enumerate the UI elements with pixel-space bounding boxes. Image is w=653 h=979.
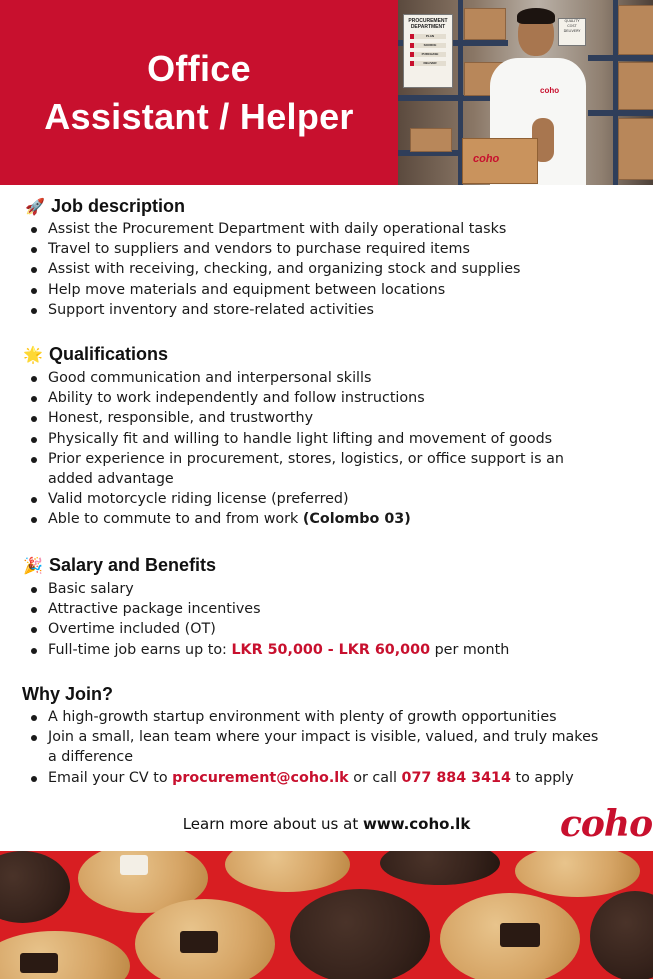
storage-boxes bbox=[410, 128, 452, 152]
shelf bbox=[588, 110, 653, 116]
coho-carton bbox=[462, 138, 538, 184]
sign-row: SOURCE bbox=[410, 43, 446, 48]
email-link[interactable]: procurement@coho.lk bbox=[172, 769, 349, 786]
email-prefix: Email your CV to bbox=[48, 769, 173, 786]
qualifications-list bbox=[23, 368, 603, 530]
list-item: Physically fit and willing to handle light lifting and movement of goods bbox=[23, 429, 603, 449]
why-join-list bbox=[23, 707, 603, 788]
website-link[interactable]: www.coho.lk bbox=[362, 815, 471, 833]
shirt-logo: coho bbox=[540, 86, 560, 95]
list-item bbox=[23, 640, 623, 660]
list-item: Help move materials and equipment between locations bbox=[23, 280, 623, 300]
job-description-list bbox=[23, 219, 623, 320]
sign-title: PROCUREMENT DEPARTMENT bbox=[408, 18, 448, 30]
job-title-line-2: Assistant / Helper bbox=[44, 95, 354, 137]
storage-boxes bbox=[618, 5, 653, 55]
sign-row: DELIVER bbox=[410, 61, 446, 66]
commute-text: Able to commute to and from work bbox=[48, 511, 303, 528]
sign-row: PURCHASE bbox=[410, 52, 446, 57]
salary-range: LKR 50,000 - LKR 60,000 bbox=[231, 641, 431, 658]
list-item: Assist with receiving, checking, and organizing stock and supplies bbox=[23, 259, 623, 279]
storage-boxes bbox=[618, 62, 653, 110]
phone-link[interactable]: 077 884 3414 bbox=[401, 769, 511, 786]
salary-list bbox=[23, 579, 623, 660]
title-panel bbox=[0, 0, 398, 185]
learn-more-text: Learn more about us at bbox=[182, 815, 363, 833]
list-item: Travel to suppliers and vendors to purchase required items bbox=[23, 239, 623, 259]
list-item: Good communication and interpersonal skills bbox=[23, 368, 603, 388]
list-item: Honest, responsible, and trustworthy bbox=[23, 408, 603, 428]
storage-boxes bbox=[464, 8, 506, 40]
list-item: Basic salary bbox=[23, 579, 623, 599]
job-title-line-1: Office bbox=[147, 47, 251, 89]
cookie bbox=[225, 851, 350, 892]
coho-logo: coho bbox=[560, 803, 653, 845]
qualifications-heading bbox=[23, 344, 168, 365]
quality-sign-line: DELIVERY bbox=[563, 29, 581, 33]
procurement-department-sign bbox=[403, 14, 453, 88]
cookie bbox=[515, 851, 640, 897]
sign-row: PLAN bbox=[410, 34, 446, 39]
cookie-chunk bbox=[500, 923, 540, 947]
list-item bbox=[23, 509, 603, 529]
cookie bbox=[590, 891, 653, 979]
list-item: Valid motorcycle riding license (preferred) bbox=[23, 489, 603, 509]
shelf bbox=[588, 55, 653, 61]
fulltime-text: Full-time job earns up to: bbox=[48, 641, 232, 658]
salary-title: Salary and Benefits bbox=[49, 555, 217, 575]
salary-suffix: per month bbox=[430, 641, 510, 658]
cookie-footer-image bbox=[0, 851, 653, 979]
quality-sign-line: COST bbox=[567, 24, 577, 28]
job-description-title: Job description bbox=[51, 196, 186, 216]
qualifications-title: Qualifications bbox=[49, 344, 169, 364]
storage-boxes bbox=[618, 118, 653, 180]
list-item: Support inventory and store-related activities bbox=[23, 300, 623, 320]
worker-hair bbox=[517, 8, 555, 24]
list-item: Ability to work independently and follow instructions bbox=[23, 388, 603, 408]
call-text: or call bbox=[348, 769, 402, 786]
cookie-chunk bbox=[120, 855, 148, 875]
cookie-chunk bbox=[180, 931, 218, 953]
commute-location: (Colombo 03) bbox=[302, 511, 411, 528]
list-item: A high-growth startup environment with plenty of growth opportunities bbox=[23, 707, 603, 727]
apply-suffix: to apply bbox=[510, 769, 574, 786]
quality-sign bbox=[558, 18, 586, 46]
carton-logo: coho bbox=[473, 153, 500, 165]
salary-heading bbox=[23, 555, 216, 576]
rocket-icon: 🚀 bbox=[25, 198, 45, 216]
list-item bbox=[23, 768, 603, 788]
party-popper-icon: 🎉 bbox=[23, 557, 43, 575]
list-item: Assist the Procurement Department with daily operational tasks bbox=[23, 219, 623, 239]
quality-sign-line: QUALITY bbox=[564, 19, 580, 23]
job-description-heading bbox=[25, 196, 185, 217]
why-join-title: Why Join? bbox=[22, 684, 113, 704]
header-photo bbox=[398, 0, 653, 185]
cookie bbox=[290, 889, 430, 979]
cookie bbox=[0, 851, 70, 923]
cookie bbox=[380, 851, 500, 885]
list-item: Overtime included (OT) bbox=[23, 619, 623, 639]
why-join-heading bbox=[22, 684, 113, 705]
header-banner bbox=[0, 0, 653, 185]
cookie-chunk bbox=[20, 953, 58, 973]
list-item: Join a small, lean team where your impact is visible, valued, and truly makes a difference bbox=[23, 727, 603, 767]
list-item: Prior experience in procurement, stores, logistics, or office support is an added advantage bbox=[23, 449, 603, 489]
learn-more-line bbox=[0, 815, 653, 833]
list-item: Attractive package incentives bbox=[23, 599, 623, 619]
star-icon: 🌟 bbox=[23, 346, 43, 364]
